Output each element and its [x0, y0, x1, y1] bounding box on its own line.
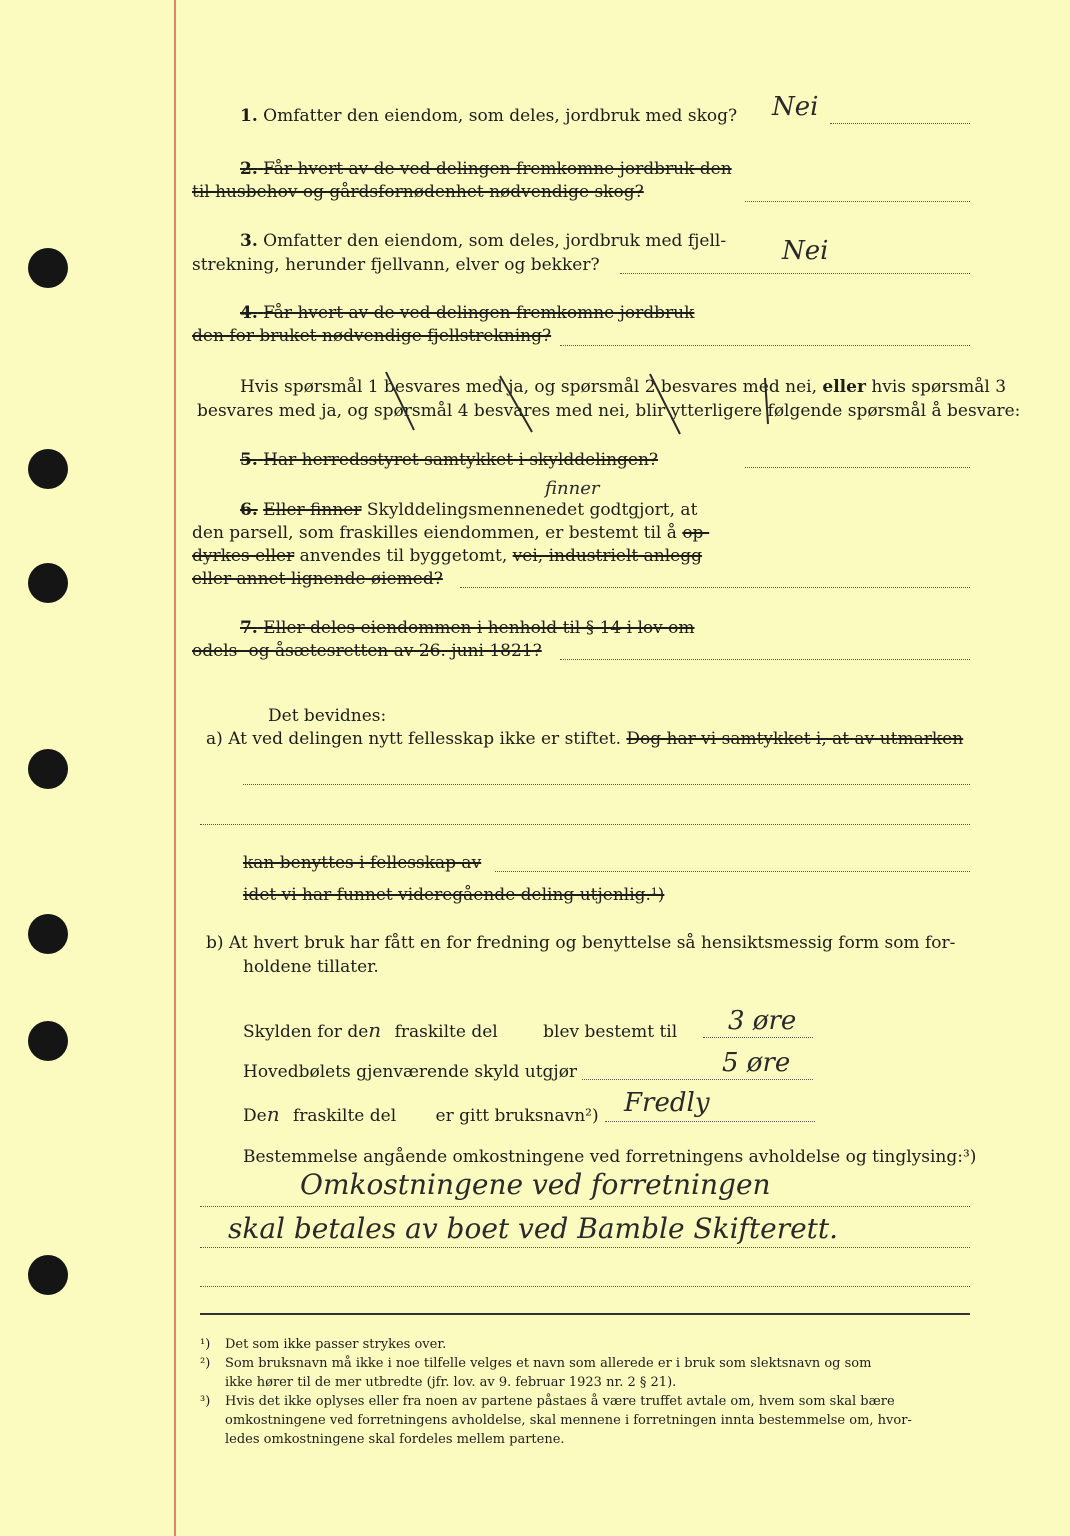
testimony-a-struck-2: kan benyttes i fellesskap av: [243, 853, 482, 873]
question-text: Omfatter den eiendom, som deles, jordbruk med skog?: [263, 106, 738, 126]
question-number: 7.: [240, 618, 258, 638]
skyld-field-label: [243, 1019, 677, 1043]
question-6-line-1: [240, 499, 697, 521]
dotted-line: [495, 870, 970, 872]
footnote-mark: ¹): [200, 1337, 211, 1352]
item-text: At ved delingen nytt fellesskap ikke er stiftet.: [228, 729, 621, 749]
intro-text: hvis spørsmål 3: [871, 377, 1007, 397]
intro-text: Hvis spørsmål 1 besvares med ja, og spørsmål 2 besvares med nei,: [240, 377, 817, 397]
item-label: b): [206, 933, 224, 953]
footnote-text: Hvis det ikke oplyses eller fra noen av partene påstaes å være truffet avtale om, hvem som skal bære: [225, 1394, 895, 1409]
label-text: er gitt bruksnavn²): [435, 1106, 599, 1126]
intro-line-2: besvares med ja, og spørsmål 4 besvares med nei, blir ytterligere følgende spørsmål å besvare:: [197, 401, 1021, 421]
footnote-2: [200, 1354, 872, 1373]
struck-text: Eller finner: [263, 500, 362, 520]
testimony-b-line-2: holdene tillater.: [243, 957, 379, 977]
label-text: fraskilte del: [394, 1022, 498, 1042]
question-text: Har herredsstyret samtykket i skylddelingen?: [263, 450, 659, 470]
question-number: 4.: [240, 303, 258, 323]
footnote-1: [200, 1335, 447, 1354]
handwritten-line: Omkostningene ved forretningen: [300, 1168, 771, 1201]
question-1: [240, 105, 737, 127]
question-text: den parsell, som fraskilles eiendommen, er bestemt til å: [192, 523, 677, 543]
label-text: Skylden for de: [243, 1022, 369, 1042]
question-6-line-3: [192, 545, 702, 567]
dotted-line: [200, 823, 970, 825]
dotted-line: [745, 200, 970, 202]
testimony-a-struck-3: idet vi har funnet videregående deling utjenlig.¹): [243, 885, 665, 905]
dotted-line: [200, 1205, 970, 1207]
question-4-line-2: den for bruket nødvendige fjellstrekning?: [192, 326, 552, 346]
footnote-mark: ²): [200, 1356, 211, 1371]
question-text: anvendes til byggetomt,: [299, 546, 508, 566]
dotted-line: [560, 658, 970, 660]
dotted-line: [243, 783, 970, 785]
question-text: Får hvert av de ved delingen fremkomne jordbruk: [263, 303, 695, 323]
handwritten-letter: n: [266, 1102, 280, 1126]
dotted-line: [830, 122, 970, 124]
punch-hole: [28, 914, 68, 954]
handwritten-line: skal betales av boet ved Bamble Skifterett.: [228, 1212, 839, 1245]
handwritten-value: 3 øre: [728, 1006, 797, 1036]
intro-bold: eller: [822, 377, 866, 397]
testimony-b-line-1: [206, 932, 955, 954]
question-7-line-2: odels- og åsætesretten av 26. juni 1821?: [192, 641, 542, 661]
question-number: 1.: [240, 106, 258, 126]
question-text: det godtgjort, at: [556, 500, 698, 520]
punch-hole: [28, 749, 68, 789]
label-text: De: [243, 1106, 267, 1126]
footnote-3-cont: ledes omkostningene skal fordeles mellem partene.: [225, 1432, 565, 1447]
handwritten-answer: Nei: [772, 92, 819, 122]
margin-line: [174, 0, 176, 1536]
question-text: Omfatter den eiendom, som deles, jordbruk med fjell-: [263, 231, 727, 251]
footnote-mark: ³): [200, 1394, 211, 1409]
navn-field-label: [243, 1103, 599, 1127]
question-number: 5.: [240, 450, 258, 470]
question-text: Eller deles eiendommen i henhold til § 14 i lov om: [263, 618, 695, 638]
punch-hole: [28, 1021, 68, 1061]
struck-text: op-: [682, 523, 710, 543]
struck-text: dyrkes eller: [192, 546, 295, 566]
hoved-field-label: Hovedbølets gjenværende skyld utgjør: [243, 1062, 578, 1082]
question-text: Får hvert av de ved delingen fremkomne jordbruk den: [263, 159, 732, 179]
label-text: fraskilte del: [293, 1106, 397, 1126]
dotted-line: [200, 1285, 970, 1287]
bestemmelse-label: Bestemmelse angående omkostningene ved forretningens avholdelse og tinglysing:³): [243, 1147, 977, 1167]
punch-hole: [28, 563, 68, 603]
handwritten-insert: finner: [545, 478, 600, 499]
handwritten-answer: Nei: [782, 236, 829, 266]
handwritten-letter: n: [368, 1018, 382, 1042]
dotted-line: [582, 1078, 813, 1080]
footnote-3: [200, 1392, 895, 1411]
handwritten-value: 5 øre: [722, 1048, 791, 1078]
footnote-text: Det som ikke passer strykes over.: [225, 1337, 447, 1352]
struck-text: vei, industrielt anlegg: [512, 546, 702, 566]
item-label: a): [206, 729, 223, 749]
testimony-heading: Det bevidnes:: [268, 706, 387, 726]
handwritten-value: Fredly: [624, 1088, 710, 1118]
label-text: blev bestemt til: [543, 1022, 678, 1042]
dotted-line: [703, 1036, 813, 1038]
handwritten-slashes: [380, 368, 780, 438]
question-2-line-2: til husbehov og gårdsfornødenhet nødvendige skog?: [192, 182, 644, 202]
question-number: 3.: [240, 231, 258, 251]
footnote-text: Som bruksnavn må ikke i noe tilfelle velges et navn som allerede er i bruk som slektsnavn og som: [225, 1356, 872, 1371]
footnote-3-cont: omkostningene ved forretningens avholdelse, skal mennene i forretningen innta bestemmelse om, hvor-: [225, 1413, 912, 1428]
question-3-line-2: strekning, herunder fjellvann, elver og bekker?: [192, 255, 600, 275]
dotted-line: [745, 466, 970, 468]
punch-hole: [28, 449, 68, 489]
question-4-line-1: [240, 302, 694, 324]
question-number: 2.: [240, 159, 258, 179]
question-6-line-2: [192, 522, 709, 544]
struck-text: Dog har vi samtykket i, at av utmarken: [626, 729, 964, 749]
punch-hole: [28, 1255, 68, 1295]
question-2-line-1: [240, 158, 732, 180]
dotted-line: [560, 344, 970, 346]
dotted-line: [460, 586, 970, 588]
question-6-line-4: eller annet lignende øiemed?: [192, 569, 443, 589]
question-3-line-1: [240, 230, 726, 252]
footnote-divider: [200, 1313, 970, 1315]
dotted-line: [605, 1120, 815, 1122]
question-number: 6.: [240, 500, 258, 520]
punch-hole: [28, 248, 68, 288]
question-text: Skylddelingsmennene: [366, 500, 557, 520]
question-5: [240, 449, 658, 471]
dotted-line: [200, 1246, 970, 1248]
testimony-a: [206, 728, 963, 750]
footnote-2-cont: ikke hører til de mer utbredte (jfr. lov. av 9. februar 1923 nr. 2 § 21).: [225, 1375, 677, 1390]
item-text: At hvert bruk har fått en for fredning og benyttelse så hensiktsmessig form som for-: [228, 933, 956, 953]
dotted-line: [620, 272, 970, 274]
question-7-line-1: [240, 617, 695, 639]
